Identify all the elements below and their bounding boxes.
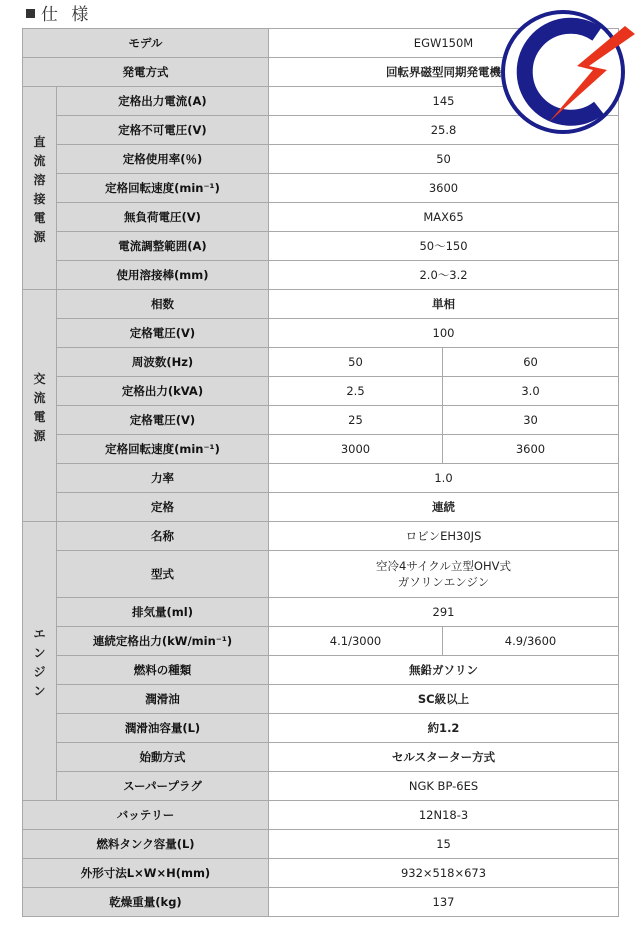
ac-rated-voltage-label: 定格電圧(V) (57, 319, 269, 348)
engine-oil-capacity-label: 潤滑油容量(L) (57, 714, 269, 743)
engine-start-value: セルスターター方式 (269, 743, 619, 772)
engine-plug-value: NGK BP-6ES (269, 772, 619, 801)
row-engine-displacement (23, 598, 619, 627)
engine-output-label: 連続定格出力(kW/min⁻¹) (57, 627, 269, 656)
row-ac-phase (23, 290, 619, 319)
spec-table (22, 28, 619, 917)
dc-label: 電流調整範囲(A) (57, 232, 269, 261)
dc-value: MAX65 (269, 203, 619, 232)
row-ac-rated-voltage (23, 319, 619, 348)
ac-group-label (23, 290, 57, 522)
row-tank (23, 830, 619, 859)
dc-value: 50～150 (269, 232, 619, 261)
generation-value: 回転界磁型同期発電機 (269, 58, 619, 87)
dc-label: 定格出力電流(A) (57, 87, 269, 116)
ac-rated-output-60: 3.0 (443, 377, 619, 406)
engine-type-value: 空冷4サイクル立型OHV式 ガソリンエンジン (269, 551, 619, 598)
row-engine-plug (23, 772, 619, 801)
row-ac-frequency (23, 348, 619, 377)
engine-group-text: エ ン ジ ン (33, 627, 46, 698)
row-weight (23, 888, 619, 917)
row-engine-output (23, 627, 619, 656)
row-engine-start (23, 743, 619, 772)
ac-power-factor-label: 力率 (57, 464, 269, 493)
tank-label: 燃料タンク容量(L) (23, 830, 269, 859)
engine-fuel-value: 無鉛ガソリン (269, 656, 619, 685)
ac-frequency-label: 周波数(Hz) (57, 348, 269, 377)
ac-frequency-50: 50 (269, 348, 443, 377)
engine-type-label: 型式 (57, 551, 269, 598)
model-label: モデル (23, 29, 269, 58)
ac-rated-current-label: 定格電圧(V) (57, 406, 269, 435)
engine-start-label: 始動方式 (57, 743, 269, 772)
ac-rated-speed-50: 3000 (269, 435, 443, 464)
dc-value: 145 (269, 87, 619, 116)
engine-output-60: 4.9/3600 (443, 627, 619, 656)
dc-label: 定格回転速度(min⁻¹) (57, 174, 269, 203)
engine-name-label: 名称 (57, 522, 269, 551)
generation-label: 発電方式 (23, 58, 269, 87)
engine-output-50: 4.1/3000 (269, 627, 443, 656)
row-dc-duty (23, 145, 619, 174)
ac-rating-label: 定格 (57, 493, 269, 522)
row-dc-noload (23, 203, 619, 232)
dc-value: 50 (269, 145, 619, 174)
engine-oil-value: SC級以上 (269, 685, 619, 714)
ac-rated-speed-60: 3600 (443, 435, 619, 464)
row-dc-speed (23, 174, 619, 203)
row-ac-rated-speed (23, 435, 619, 464)
heading-text: 仕 様 (41, 5, 93, 25)
row-engine-oil (23, 685, 619, 714)
ac-rated-output-label: 定格出力(kVA) (57, 377, 269, 406)
dc-label: 無負荷電圧(V) (57, 203, 269, 232)
tank-value: 15 (269, 830, 619, 859)
dc-group-text: 直 流 溶 接 電 源 (33, 135, 46, 244)
weight-value: 137 (269, 888, 619, 917)
dc-value: 3600 (269, 174, 619, 203)
dimensions-value: 932×518×673 (269, 859, 619, 888)
battery-value: 12N18-3 (269, 801, 619, 830)
dc-label: 使用溶接棒(mm) (57, 261, 269, 290)
dimensions-label: 外形寸法L×W×H(mm) (23, 859, 269, 888)
ac-rated-current-50: 25 (269, 406, 443, 435)
row-engine-type (23, 551, 619, 598)
ac-rated-current-60: 30 (443, 406, 619, 435)
row-engine-name (23, 522, 619, 551)
dc-label: 定格使用率(％) (57, 145, 269, 174)
company-logo-icon (497, 4, 635, 138)
row-ac-rated-output (23, 377, 619, 406)
row-ac-rated-current (23, 406, 619, 435)
dc-value: 25.8 (269, 116, 619, 145)
dc-group-label (23, 87, 57, 290)
weight-label: 乾燥重量(kg) (23, 888, 269, 917)
row-engine-oil-capacity (23, 714, 619, 743)
square-bullet-icon (26, 9, 35, 18)
engine-group-label (23, 522, 57, 801)
ac-rated-speed-label: 定格回転速度(min⁻¹) (57, 435, 269, 464)
row-dc-range (23, 232, 619, 261)
ac-frequency-60: 60 (443, 348, 619, 377)
ac-rated-voltage-value: 100 (269, 319, 619, 348)
row-dimensions (23, 859, 619, 888)
engine-oil-capacity-value: 約1.2 (269, 714, 619, 743)
engine-plug-label: スーパープラグ (57, 772, 269, 801)
row-ac-power-factor (23, 464, 619, 493)
ac-rating-value: 連続 (269, 493, 619, 522)
engine-displacement-label: 排気量(ml) (57, 598, 269, 627)
ac-group-text: 交 流 電 源 (33, 371, 46, 443)
ac-phase-value: 単相 (269, 290, 619, 319)
row-battery (23, 801, 619, 830)
engine-fuel-label: 燃料の種類 (57, 656, 269, 685)
ac-phase-label: 相数 (57, 290, 269, 319)
model-value: EGW150M (269, 29, 619, 58)
engine-displacement-value: 291 (269, 598, 619, 627)
engine-oil-label: 潤滑油 (57, 685, 269, 714)
ac-power-factor-value: 1.0 (269, 464, 619, 493)
row-engine-fuel (23, 656, 619, 685)
dc-label: 定格不可電圧(V) (57, 116, 269, 145)
row-ac-rating (23, 493, 619, 522)
dc-value: 2.0～3.2 (269, 261, 619, 290)
battery-label: バッテリー (23, 801, 269, 830)
engine-name-value: ロビンEH30JS (269, 522, 619, 551)
ac-rated-output-50: 2.5 (269, 377, 443, 406)
spec-heading (26, 3, 92, 27)
row-dc-rod (23, 261, 619, 290)
